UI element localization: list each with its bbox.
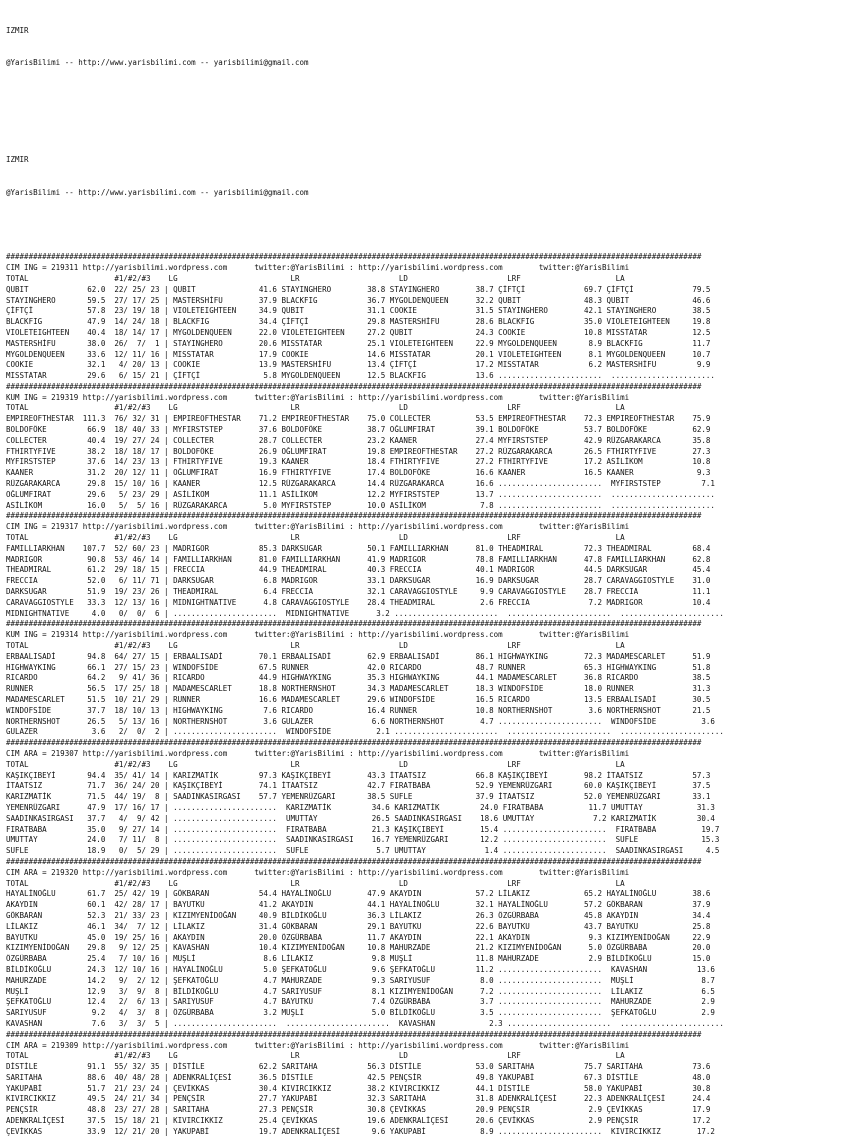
table-row: UMUTTAY 24.0 7/ 11/ 8 | ....................... SAADINKASIRGASI 16.7 YEMENRÜZGARI 12.2 ....................... SUFLE 15.3 — [6, 835, 720, 845]
separator-line: ########################################################################################################################################################## — [6, 1029, 702, 1039]
race-block — [6, 511, 864, 619]
table-row: ÇİFTÇİ 57.8 23/ 19/ 18 | VIOLETEIGHTEEN 34.9 QUBIT 31.1 COOKIE 31.5 STAYINGHERO 42.1 STAYINGHERO 38.5 — [6, 306, 711, 316]
column-headers: TOTAL #1/#2/#3 LG LR LD LRF LA — [6, 1051, 625, 1061]
table-row: BOLDOFÖKE 66.9 18/ 40/ 33 | MYFIRSTSTEP 37.6 BOLDOFÖKE 38.7 OĞLUMFIRAT 39.1 BOLDOFÖKE 53.7 BOLDOFÖKE 62.9 — [6, 425, 711, 435]
table-row: SARITAHA 88.6 40/ 48/ 28 | ADENKRALİÇESİ 36.5 DİSTİLE 42.5 PENÇSİR 49.8 YAKUPABİ 67.3 DİSTİLE 48.0 — [6, 1072, 711, 1082]
spacer — [6, 123, 864, 134]
table-row: SARIYUSUF 9.2 4/ 3/ 8 | ÖZGÜRBABA 3.2 MUŞLİ 5.0 BİLDİKOĞLU 3.5 ....................... ŞEFKATOĞLU 2.9 — [6, 1008, 715, 1018]
table-row: ASİLİKOM 16.0 5/ 5/ 16 | RÜZGARAKARCA 5.0 MYFIRSTSTEP 10.0 ASİLİKOM 7.8 ....................... ....................... — [6, 500, 715, 510]
table-row: ÇEVİKKAS 33.9 12/ 21/ 20 | YAKUPABİ 19.7 ADENKRALİÇESİ 9.6 YAKUPABİ 8.9 ....................... KIVIRCIKKIZ 17.2 — [6, 1126, 715, 1136]
column-headers: TOTAL #1/#2/#3 LG LR LD LRF LA — [6, 273, 625, 283]
table-row: MYFIRSTSTEP 37.6 14/ 23/ 13 | FTHIRTYFIVE 19.3 KAANER 18.4 FTHIRTYFIVE 27.2 FTHIRTYFIVE 17.2 ASİLİKOM 10.8 — [6, 457, 711, 467]
table-row: ERBAALISADİ 94.8 64/ 27/ 15 | ERBAALISADİ 70.1 ERBAALISADİ 62.9 ERBAALISADİ 86.1 HIGHWAYKING 72.3 MADAMESCARLET 51.9 — [6, 651, 711, 661]
race-block — [6, 857, 864, 1030]
table-row: MAHURZADE 14.2 9/ 2/ 12 | ŞEFKATOĞLU 4.7 MAHURZADE 9.3 SARIYUSUF 8.0 ....................... MUŞLİ 8.7 — [6, 975, 715, 985]
table-row: KIZIMYENİDOĞAN 29.8 9/ 12/ 25 | KAVASHAN 10.4 KIZIMYENİDOĞAN 10.8 MAHURZADE 21.2 KIZIMYENİDOĞAN 5.0 ÖZGÜRBABA 20.0 — [6, 943, 711, 953]
table-row: MYGOLDENQUEEN 33.6 12/ 11/ 16 | MISSTATAR 17.9 COOKIE 14.6 MISSTATAR 20.1 VIOLETEIGHTEEN 8.1 MYGOLDENQUEEN 10.7 — [6, 349, 711, 359]
table-row: İTAATSIZ 71.7 36/ 24/ 20 | KAŞIKÇIBEYİ 74.1 İTAATSIZ 42.7 FIRATBABA 52.9 YEMENRÜZGARI 60.0 KAŞIKÇIBEYİ 37.5 — [6, 781, 711, 791]
table-row: QUBIT 62.0 22/ 25/ 23 | QUBIT 41.6 STAYINGHERO 38.8 STAYINGHERO 38.7 ÇİFTÇİ 69.7 ÇİFTÇİ 79.5 — [6, 284, 711, 294]
table-row: FTHIRTYFIVE 38.2 18/ 18/ 17 | BOLDOFÖKE 26.9 OĞLUMFIRAT 19.8 EMPIREOFTHESTAR 27.2 RÜZGARAKARCA 26.5 FTHIRTYFIVE 27.3 — [6, 446, 711, 456]
table-row: CARAVAGGIOSTYLE 33.3 12/ 13/ 16 | MIDNIGHTNATIVE 4.8 CARAVAGGIOSTYLE 28.4 THEADMIRAL 2.6 FRECCIA 7.2 MADRIGOR 10.4 — [6, 597, 711, 607]
table-row: MASTERSHİFU 38.0 26/ 7/ 1 | STAYINGHERO 20.6 MISSTATAR 25.1 VIOLETEIGHTEEN 22.9 MYGOLDENQUEEN 8.9 BLACKFIG 11.7 — [6, 338, 711, 348]
table-row: ADENKRALİÇESİ 37.5 15/ 18/ 21 | KIVIRCIKKIZ 25.4 ÇEVİKKAS 19.6 ADENKRALİÇESİ 20.6 ÇEVİKKAS 2.9 PENÇSİR 17.2 — [6, 1116, 711, 1126]
table-row: PENÇSİR 48.8 23/ 27/ 28 | SARITAHA 27.3 PENÇSİR 30.8 ÇEVİKKAS 20.9 PENÇSİR 2.9 ÇEVİKKAS 17.9 — [6, 1105, 711, 1115]
table-row: WINDOFSİDE 37.7 18/ 10/ 13 | HIGHWAYKING 7.6 RICARDO 16.4 RUNNER 10.8 NORTHERNSHOT 3.6 NORTHERNSHOT 21.5 — [6, 705, 711, 715]
table-row: KIVIRCIKKIZ 49.5 24/ 21/ 34 | PENÇSİR 27.7 YAKUPABİ 32.3 SARITAHA 31.8 ADENKRALİÇESİ 22.3 ADENKRALİÇESİ 24.4 — [6, 1094, 711, 1104]
table-row: DARKSUGAR 51.9 19/ 23/ 26 | THEADMIRAL 6.4 FRECCIA 32.1 CARAVAGGIOSTYLE 9.9 CARAVAGGIOSTYLE 28.7 FRECCIA 11.1 — [6, 587, 711, 597]
table-row: MADRIGOR 90.8 53/ 46/ 14 | FAMILLIARKHAN 81.0 FAMILLIARKHAN 41.9 MADRIGOR 78.8 FAMILLIARKHAN 47.8 FAMILLIARKHAN 62.8 — [6, 554, 711, 564]
column-headers: TOTAL #1/#2/#3 LG LR LD LRF LA — [6, 641, 625, 651]
table-row: RÜZGARAKARCA 29.8 15/ 10/ 16 | KAANER 12.5 RÜZGARAKARCA 14.4 RÜZGARAKARCA 16.6 ....................... MYFIRSTSTEP 7.1 — [6, 479, 715, 489]
race-list — [6, 252, 864, 1137]
separator-line: ########################################################################################################################################################## — [6, 511, 702, 521]
table-row: RUNNER 56.5 17/ 25/ 18 | MADAMESCARLET 18.8 NORTHERNSHOT 34.3 MADAMESCARLET 18.3 WINDOFSİDE 18.0 RUNNER 31.3 — [6, 684, 711, 694]
spacer — [6, 90, 864, 101]
table-row: BİLDİKOĞLU 24.3 12/ 10/ 16 | HAYALİNOĞLU 5.0 ŞEFKATOĞLU 9.6 ŞEFKATOĞLU 11.2 ....................... KAVASHAN 13.6 — [6, 964, 715, 974]
table-row: BLACKFIG 47.9 14/ 24/ 18 | BLACKFIG 34.4 ÇİFTÇİ 29.8 MASTERSHİFU 28.6 BLACKFIG 35.0 VIOLETEIGHTEEN 19.8 — [6, 317, 711, 327]
race-header: CIM ARA = 219309 http://yarisbilimi.wordpress.com twitter:@YarisBilimi : http://yarisbilimi.wordpress.com twitter:@YarisBilimi — [6, 1040, 630, 1050]
table-row: MADAMESCARLET 51.5 10/ 21/ 29 | RUNNER 16.6 MADAMESCARLET 29.6 WINDOFSİDE 16.5 RICARDO 13.5 ERBAALISADİ 30.5 — [6, 695, 711, 704]
table-row: SAADINKASIRGASI 37.7 4/ 9/ 42 | ....................... UMUTTAY 26.5 SAADINKASIRGASI 18.6 UMUTTAY 7.2 KARIZMATİK 30.4 — [6, 813, 715, 823]
table-row: OĞLUMFIRAT 29.6 5/ 23/ 29 | ASİLİKOM 11.1 ASİLİKOM 12.2 MYFIRSTSTEP 13.7 ....................... ....................... — [6, 489, 715, 499]
separator-line: ########################################################################################################################################################## — [6, 381, 702, 391]
page-title: IZMIR — [6, 25, 29, 35]
race-header: CIM ING = 219317 http://yarisbilimi.wordpress.com twitter:@YarisBilimi : http://yarisbilimi.wordpress.com twitter:@YarisBilimi — [6, 522, 630, 532]
table-row: FRECCIA 52.0 6/ 11/ 71 | DARKSUGAR 6.8 MADRIGOR 33.1 DARKSUGAR 16.9 DARKSUGAR 28.7 CARAVAGGIOSTYLE 31.0 — [6, 576, 711, 586]
table-row: GÖKBARAN 52.3 21/ 33/ 23 | KIZIMYENİDOĞAN 40.9 BİLDİKOĞLU 36.3 LİLAKIZ 26.3 ÖZGÜRBABA 45.8 AKAYDIN 34.4 — [6, 910, 711, 920]
column-headers: TOTAL #1/#2/#3 LG LR LD LRF LA — [6, 403, 625, 413]
page-title-repeat: IZMIR — [6, 155, 29, 165]
table-row: FIRATBABA 35.0 9/ 27/ 14 | ....................... FIRATBABA 21.3 KAŞIKÇIBEYİ 15.4 ....................... FIRATBABA 19.7 — [6, 824, 720, 834]
table-row: DİSTİLE 91.1 55/ 32/ 35 | DİSTİLE 62.2 SARITAHA 56.3 DİSTİLE 53.0 SARITAHA 75.7 SARITAHA 73.6 — [6, 1062, 711, 1072]
separator-line: ########################################################################################################################################################## — [6, 252, 702, 262]
separator-line: ########################################################################################################################################################## — [6, 619, 702, 629]
table-row: BAYUTKU 45.0 19/ 25/ 16 | AKAYDIN 20.0 ÖZGÜRBABA 11.7 AKAYDIN 22.1 AKAYDIN 9.3 KIZIMYENİDOĞAN 22.9 — [6, 932, 711, 942]
table-row: KARIZMATİK 71.5 44/ 19/ 8 | SAADINKASIRGASI 57.7 YEMENRÜZGARI 38.5 SUFLE 37.9 İTAATSIZ 52.0 YEMENRÜZGARI 33.1 — [6, 792, 711, 802]
race-block — [6, 619, 864, 738]
table-row: AKAYDIN 60.1 42/ 28/ 17 | BAYUTKU 41.2 AKAYDIN 44.1 HAYALİNOĞLU 32.1 HAYALİNOĞLU 57.2 GÖKBARAN 37.9 — [6, 900, 711, 910]
race-block — [6, 382, 864, 512]
table-row: YAKUPABİ 51.7 21/ 23/ 24 | ÇEVİKKAS 30.4 KIVIRCIKKIZ 38.2 KIVIRCIKKIZ 44.1 DİSTİLE 58.0 YAKUPABİ 30.8 — [6, 1083, 711, 1093]
report-document — [6, 4, 864, 1148]
contact-line: @YarisBilimi -- http://www.yarisbilimi.com -- yarisbilimi@gmail.com — [6, 57, 309, 67]
column-headers: TOTAL #1/#2/#3 LG LR LD LRF LA — [6, 759, 625, 769]
table-row: GULAZER 3.6 2/ 0/ 2 | ....................... WINDOFSİDE 2.1 ....................... ....................... ....................... — [6, 727, 724, 737]
table-row: KAANER 31.2 20/ 12/ 11 | OĞLUMFIRAT 16.9 FTHIRTYFIVE 17.4 BOLDOFÖKE 16.6 KAANER 16.5 KAANER 9.3 — [6, 468, 711, 478]
race-header: KUM ING = 219314 http://yarisbilimi.wordpress.com twitter:@YarisBilimi : http://yarisbilimi.wordpress.com twitter:@YarisBilimi — [6, 630, 630, 640]
table-row: HAYALİNOĞLU 61.7 25/ 42/ 19 | GÖKBARAN 54.4 HAYALİNOĞLU 47.9 AKAYDIN 57.2 LİLAKIZ 65.2 HAYALİNOĞLU 38.6 — [6, 889, 711, 899]
table-row: EMPIREOFTHESTAR 111.3 76/ 32/ 31 | EMPIREOFTHESTAR 71.2 EMPIREOFTHESTAR 75.0 COLLECTER 53.5 EMPIREOFTHESTAR 72.3 EMPIREOFTHESTAR 75.9 — [6, 414, 711, 424]
table-row: VIOLETEIGHTEEN 40.4 18/ 14/ 17 | MYGOLDENQUEEN 22.0 VIOLETEIGHTEEN 27.2 QUBIT 24.3 COOKIE 10.8 MISSTATAR 12.5 — [6, 327, 711, 337]
table-row: NORTHERNSHOT 26.5 5/ 13/ 16 | NORTHERNSHOT 3.6 GULAZER 6.6 NORTHERNSHOT 4.7 ....................... WINDOFSİDE 3.6 — [6, 716, 715, 726]
race-header: CIM ING = 219311 http://yarisbilimi.wordpress.com twitter:@YarisBilimi : http://yarisbilimi.wordpress.com twitter:@YarisBilimi — [6, 263, 630, 273]
table-row: YEMENRÜZGARI 47.9 17/ 16/ 17 | ....................... KARIZMATİK 34.6 KARIZMATİK 24.0 FIRATBABA 11.7 UMUTTAY 31.3 — [6, 802, 715, 812]
race-block — [6, 738, 864, 857]
table-row: KAŞIKÇIBEYİ 94.4 35/ 41/ 14 | KARIZMATİK 97.3 KAŞIKÇIBEYİ 43.3 İTAATSIZ 66.8 KAŞIKÇIBEYİ 98.2 İTAATSIZ 57.3 — [6, 770, 711, 780]
table-row: COOKIE 32.1 4/ 20/ 13 | COOKIE 13.9 MASTERSHİFU 13.4 ÇİFTÇİ 17.2 MISSTATAR 6.2 MASTERSHİFU 9.9 — [6, 360, 711, 370]
table-row: MIDNIGHTNATIVE 4.0 0/ 0/ 6 | ....................... MIDNIGHTNATIVE 3.2 ....................... ....................... ....................... — [6, 608, 724, 618]
race-block — [6, 252, 864, 382]
table-row: THEADMIRAL 61.2 29/ 18/ 15 | FRECCIA 44.9 THEADMIRAL 40.3 FRECCIA 40.1 MADRIGOR 44.5 DARKSUGAR 45.4 — [6, 565, 711, 575]
table-row: MUŞLİ 12.9 3/ 9/ 8 | BİLDİKOĞLU 4.7 SARIYUSUF 8.1 KIZIMYENİDOĞAN 7.2 ....................... LİLAKIZ 6.5 — [6, 986, 715, 996]
race-header: KUM ING = 219319 http://yarisbilimi.wordpress.com twitter:@YarisBilimi : http://yarisbilimi.wordpress.com twitter:@YarisBilimi — [6, 392, 630, 402]
separator-line: ########################################################################################################################################################## — [6, 738, 702, 748]
contact-line-repeat: @YarisBilimi -- http://www.yarisbilimi.com -- yarisbilimi@gmail.com — [6, 187, 309, 197]
column-headers: TOTAL #1/#2/#3 LG LR LD LRF LA — [6, 533, 625, 543]
table-row: KAVASHAN 7.6 3/ 3/ 5 | ....................... ....................... KAVASHAN 2.3 ....................... ....................... — [6, 1018, 724, 1028]
column-headers: TOTAL #1/#2/#3 LG LR LD LRF LA — [6, 878, 625, 888]
race-header: CIM ARA = 219320 http://yarisbilimi.wordpress.com twitter:@YarisBilimi : http://yarisbilimi.wordpress.com twitter:@YarisBilimi — [6, 867, 630, 877]
table-row: RICARDO 64.2 9/ 41/ 36 | RICARDO 44.9 HIGHWAYKING 35.3 HIGHWAYKING 44.1 MADAMESCARLET 36.8 RICARDO 38.5 — [6, 673, 711, 683]
race-header: CIM ARA = 219307 http://yarisbilimi.wordpress.com twitter:@YarisBilimi : http://yarisbilimi.wordpress.com twitter:@YarisBilimi — [6, 748, 630, 758]
table-row: MISSTATAR 29.6 6/ 15/ 21 | ÇİFTÇİ 5.8 MYGOLDENQUEEN 12.5 BLACKFIG 13.6 ....................... ....................... — [6, 371, 715, 381]
table-row: STAYINGHERO 59.5 27/ 17/ 25 | MASTERSHİFU 37.9 BLACKFIG 36.7 MYGOLDENQUEEN 32.2 QUBIT 48.3 QUBIT 46.6 — [6, 295, 711, 305]
race-block — [6, 1030, 864, 1138]
separator-line: ########################################################################################################################################################## — [6, 856, 702, 866]
table-row: ÖZGÜRBABA 25.4 7/ 10/ 16 | MUŞLİ 8.6 LİLAKIZ 9.8 MUŞLİ 11.8 MAHURZADE 2.9 BİLDİKOĞLU 15.0 — [6, 954, 711, 964]
table-row: FAMILLIARKHAN 107.7 52/ 60/ 23 | MADRIGOR 85.3 DARKSUGAR 50.1 FAMILLIARKHAN 81.0 THEADMIRAL 72.3 THEADMIRAL 68.4 — [6, 543, 711, 553]
table-row: HIGHWAYKING 66.1 27/ 15/ 23 | WINDOFSİDE 67.5 RUNNER 42.0 RICARDO 48.7 RUNNER 65.3 HIGHWAYKING 51.8 — [6, 662, 711, 672]
spacer — [6, 220, 864, 231]
table-row: ŞEFKATOĞLU 12.4 2/ 6/ 13 | SARIYUSUF 4.7 BAYUTKU 7.4 ÖZGÜRBABA 3.7 ....................... MAHURZADE 2.9 — [6, 997, 715, 1007]
table-row: SUFLE 18.9 0/ 5/ 29 | ....................... SUFLE 5.7 UMUTTAY 1.4 ....................... SAADINKASIRGASI 4.5 — [6, 846, 720, 856]
table-row: LİLAKIZ 46.1 34/ 7/ 12 | LİLAKIZ 31.4 GÖKBARAN 29.1 BAYUTKU 22.6 BAYUTKU 43.7 BAYUTKU 25.8 — [6, 921, 711, 931]
table-row: COLLECTER 40.4 19/ 27/ 24 | COLLECTER 28.7 COLLECTER 23.2 KAANER 27.4 MYFIRSTSTEP 42.9 RÜZGARAKARCA 35.8 — [6, 435, 711, 445]
